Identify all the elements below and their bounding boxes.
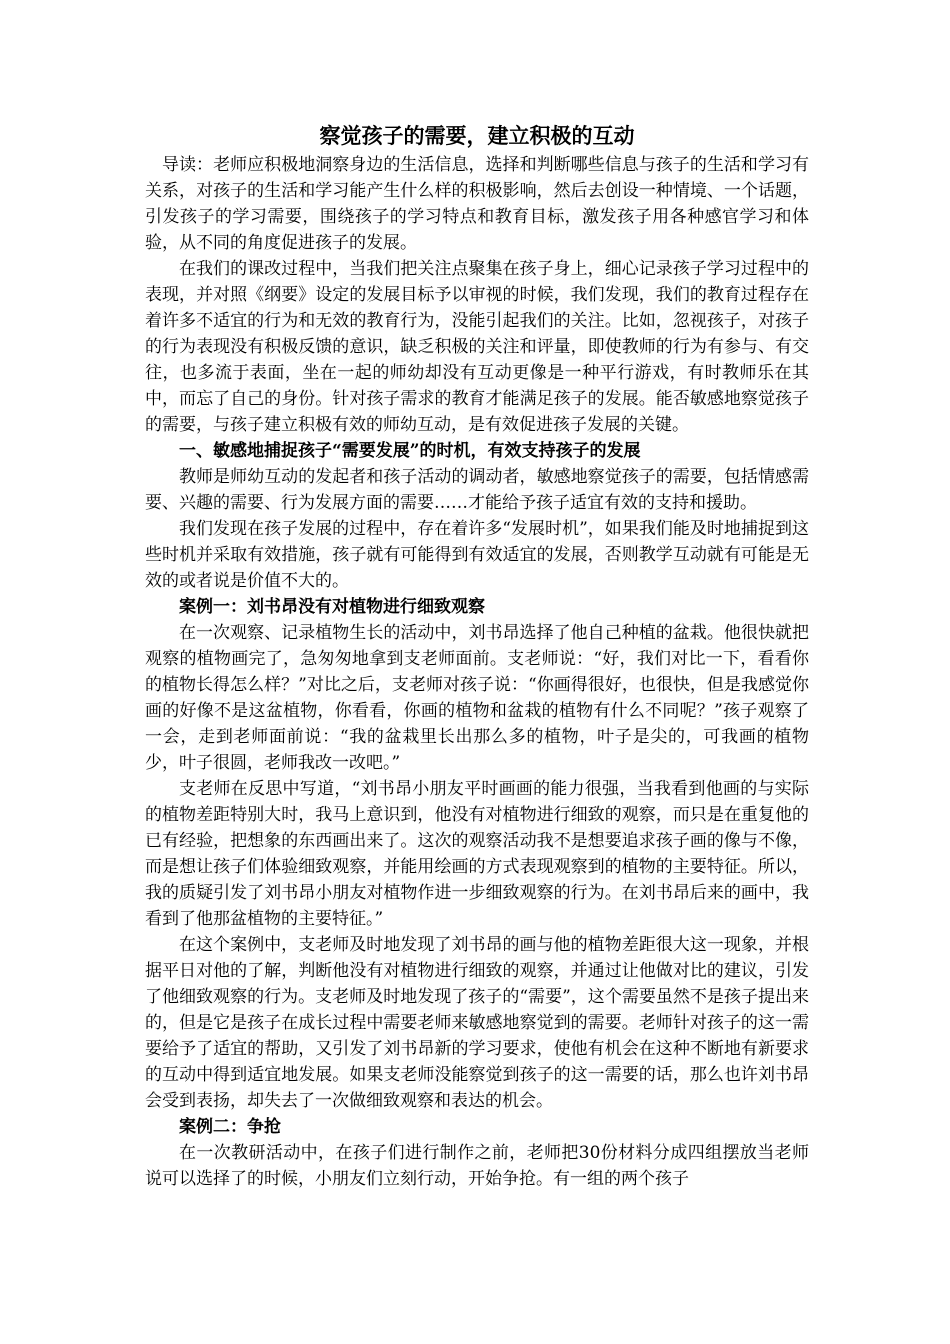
body-paragraph: 支老师在反思中写道，“刘书昂小朋友平时画画的能力很强，当我看到他画的与实际的植物差距特别大时，我马上意识到，他没有对植物进行细致的观察，而只是在重复他的已有经验，把想象的东西画出来了。这次的观察活动我不是想要追求孩子画的像与不像，而是想让孩子们体验细致观察，并能用绘画的方式表现观察到的植物的主要特征。所以，我的质疑引发了刘书昂小朋友对植物作进一步细致观察的行为。在刘书昂后来的画中，我看到了他那盆植物的主要特征。” xyxy=(145,779,809,929)
section-heading: 一、敏感地捕捉孩子“需要发展”的时机，有效支持孩子的发展 xyxy=(179,441,641,461)
case-heading: 案例二：争抢 xyxy=(179,1117,281,1137)
body-paragraph: 在我们的课改过程中，当我们把关注点聚集在孩子身上，细心记录孩子学习过程中的表现，并对照《纲要》设定的发展目标予以审视的时候，我们发现，我们的教育过程存在着许多不适宜的行为和无效的教育行为，没能引起我们的关注。比如，忽视孩子，对孩子的行为表现没有积极反馈的意识，缺乏积极的关注和评量，即使教师的行为有参与、有交往，也多流于表面，坐在一起的师幼却没有互动更像是一种平行游戏，有时教师乐在其中，而忘了自己的身份。针对孩子需求的教育才能满足孩子的发展。能否敏感地察觉孩子的需要，与孩子建立积极有效的师幼互动，是有效促进孩子发展的关键。 xyxy=(145,259,809,435)
body-paragraph: 在一次教研活动中，在孩子们进行制作之前，老师把30份材料分成四组摆放当老师说可以选择了的时候，小朋友们立刻行动，开始争抢。有一组的两个孩子 xyxy=(145,1143,809,1189)
document-page xyxy=(145,120,809,1192)
body-paragraph: 我们发现在孩子发展的过程中，存在着许多“发展时机”，如果我们能及时地捕捉到这些时机并采取有效措施，孩子就有可能得到有效适宜的发展，否则教学互动就有可能是无效的或者说是价值不大的。 xyxy=(145,519,809,591)
intro-paragraph: 导读：老师应积极地洞察身边的生活信息，选择和判断哪些信息与孩子的生活和学习有关系，对孩子的生活和学习能产生什么样的积极影响，然后去创设一种情境、一个话题，引发孩子的学习需要，围绕孩子的学习特点和教育目标，激发孩子用各种感官学习和体验，从不同的角度促进孩子的发展。 xyxy=(145,155,809,253)
page-title: 察觉孩子的需要，建立积极的互动 xyxy=(319,123,635,148)
body-paragraph: 在一次观察、记录植物生长的活动中，刘书昂选择了他自己种植的盆栽。他很快就把观察的植物画完了，急匆匆地拿到支老师面前。支老师说：“好，我们对比一下，看看你的植物长得怎么样？”对比之后，支老师对孩子说：“你画得很好，也很快，但是我感觉你画的好像不是这盆植物，你看看，你画的植物和盆栽的植物有什么不同呢？”孩子观察了一会，走到老师面前说：“我的盆栽里长出那么多的植物，叶子是尖的，可我画的植物少，叶子很圆，老师我改一改吧。” xyxy=(145,623,809,773)
body-paragraph: 在这个案例中，支老师及时地发现了刘书昂的画与他的植物差距很大这一现象，并根据平日对他的了解，判断他没有对植物进行细致的观察，并通过让他做对比的建议，引发了他细致观察的行为。支老师及时地发现了孩子的“需要”，这个需要虽然不是孩子提出来的，但是它是孩子在成长过程中需要老师来敏感地察觉到的需要。老师针对孩子的这一需要给予了适宜的帮助，又引发了刘书昂新的学习要求，使他有机会在这种不断地有新要求的互动中得到适宜地发展。如果支老师没能察觉到孩子的这一需要的话，那么也许刘书昂会受到表扬，却失去了一次做细致观察和表达的机会。 xyxy=(145,935,809,1111)
body-paragraph: 教师是师幼互动的发起者和孩子活动的调动者，敏感地察觉孩子的需要，包括情感需要、兴趣的需要、行为发展方面的需要……才能给予孩子适宜有效的支持和援助。 xyxy=(145,467,809,513)
case-heading: 案例一：刘书昂没有对植物进行细致观察 xyxy=(179,597,485,617)
